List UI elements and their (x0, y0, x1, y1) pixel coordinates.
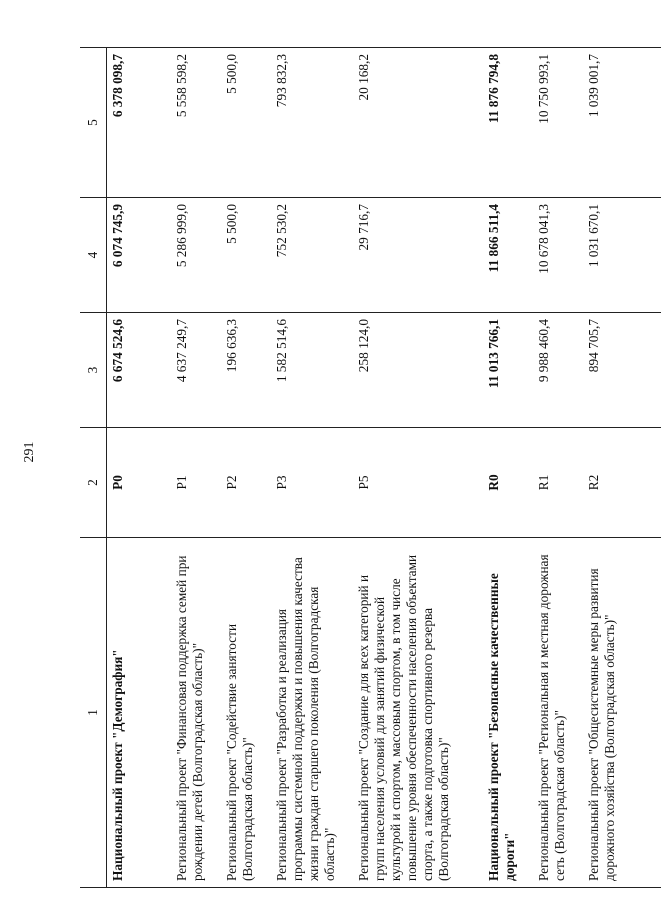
project-name: Региональный проект "Разработка и реализация программы системной поддержки и повышения качества жизни граждан старшего поколения (Волгоградская область)" (271, 538, 353, 888)
page-number: 291 (22, 441, 37, 463)
header-col-5: 5 (80, 48, 107, 198)
value-col-3: 894 705,7 (583, 313, 661, 428)
project-code: Р2 (221, 428, 271, 538)
project-code: Р5 (353, 428, 483, 538)
project-code: R0 (483, 428, 533, 538)
table-row (353, 48, 483, 888)
header-col-4: 4 (80, 198, 107, 313)
value-col-5: 5 558 598,2 (171, 48, 221, 198)
table-row (171, 48, 221, 888)
header-col-2: 2 (80, 428, 107, 538)
budget-table (80, 47, 661, 888)
value-col-5: 1 039 001,7 (583, 48, 661, 198)
project-code: Р3 (271, 428, 353, 538)
value-col-4: 29 716,7 (353, 198, 483, 313)
table-row (483, 48, 533, 888)
project-name: Региональный проект "Региональная и местная дорожная сеть (Волгоградская область)" (533, 538, 583, 888)
table-row (107, 48, 171, 888)
project-name: Региональный проект "Общесистемные меры развития дорожного хозяйства (Волгоградская область)" (583, 538, 661, 888)
value-col-5: 6 378 098,7 (107, 48, 171, 198)
value-col-5: 5 500,0 (221, 48, 271, 198)
value-col-3: 9 988 460,4 (533, 313, 583, 428)
project-code: Р1 (171, 428, 221, 538)
value-col-3: 4 637 249,7 (171, 313, 221, 428)
value-col-4: 11 866 511,4 (483, 198, 533, 313)
project-name: Национальный проект "Демография" (107, 538, 171, 888)
value-col-5: 793 832,3 (271, 48, 353, 198)
value-col-4: 5 286 999,0 (171, 198, 221, 313)
value-col-5: 10 750 993,1 (533, 48, 583, 198)
value-col-5: 20 168,2 (353, 48, 483, 198)
table-row (221, 48, 271, 888)
project-name: Региональный проект "Создание для всех категорий и групп населения условий для занятий физической культурой и спортом, массовым спортом, в том числе повышение уровня обеспеченности населения объектами спорта, а также подготовка спортивного резерва (Волгоградская область)" (353, 538, 483, 888)
project-code: Р0 (107, 428, 171, 538)
value-col-4: 6 074 745,9 (107, 198, 171, 313)
header-col-1: 1 (80, 538, 107, 888)
value-col-5: 11 876 794,8 (483, 48, 533, 198)
table-row (533, 48, 583, 888)
value-col-3: 258 124,0 (353, 313, 483, 428)
value-col-3: 1 582 514,6 (271, 313, 353, 428)
value-col-3: 11 013 766,1 (483, 313, 533, 428)
project-name: Региональный проект "Содействие занятости (Волгоградская область)" (221, 538, 271, 888)
header-col-3: 3 (80, 313, 107, 428)
project-code: R2 (583, 428, 661, 538)
table-row (271, 48, 353, 888)
table-header-row (80, 48, 107, 888)
value-col-3: 6 674 524,6 (107, 313, 171, 428)
project-name: Региональный проект "Финансовая поддержка семей при рождении детей (Волгоградская область)" (171, 538, 221, 888)
project-name: Национальный проект "Безопасные качественные дороги" (483, 538, 533, 888)
value-col-4: 752 530,2 (271, 198, 353, 313)
table-row (583, 48, 661, 888)
project-code: R1 (533, 428, 583, 538)
value-col-4: 5 500,0 (221, 198, 271, 313)
value-col-3: 196 636,3 (221, 313, 271, 428)
value-col-4: 1 031 670,1 (583, 198, 661, 313)
value-col-4: 10 678 041,3 (533, 198, 583, 313)
budget-table-container (80, 48, 617, 888)
